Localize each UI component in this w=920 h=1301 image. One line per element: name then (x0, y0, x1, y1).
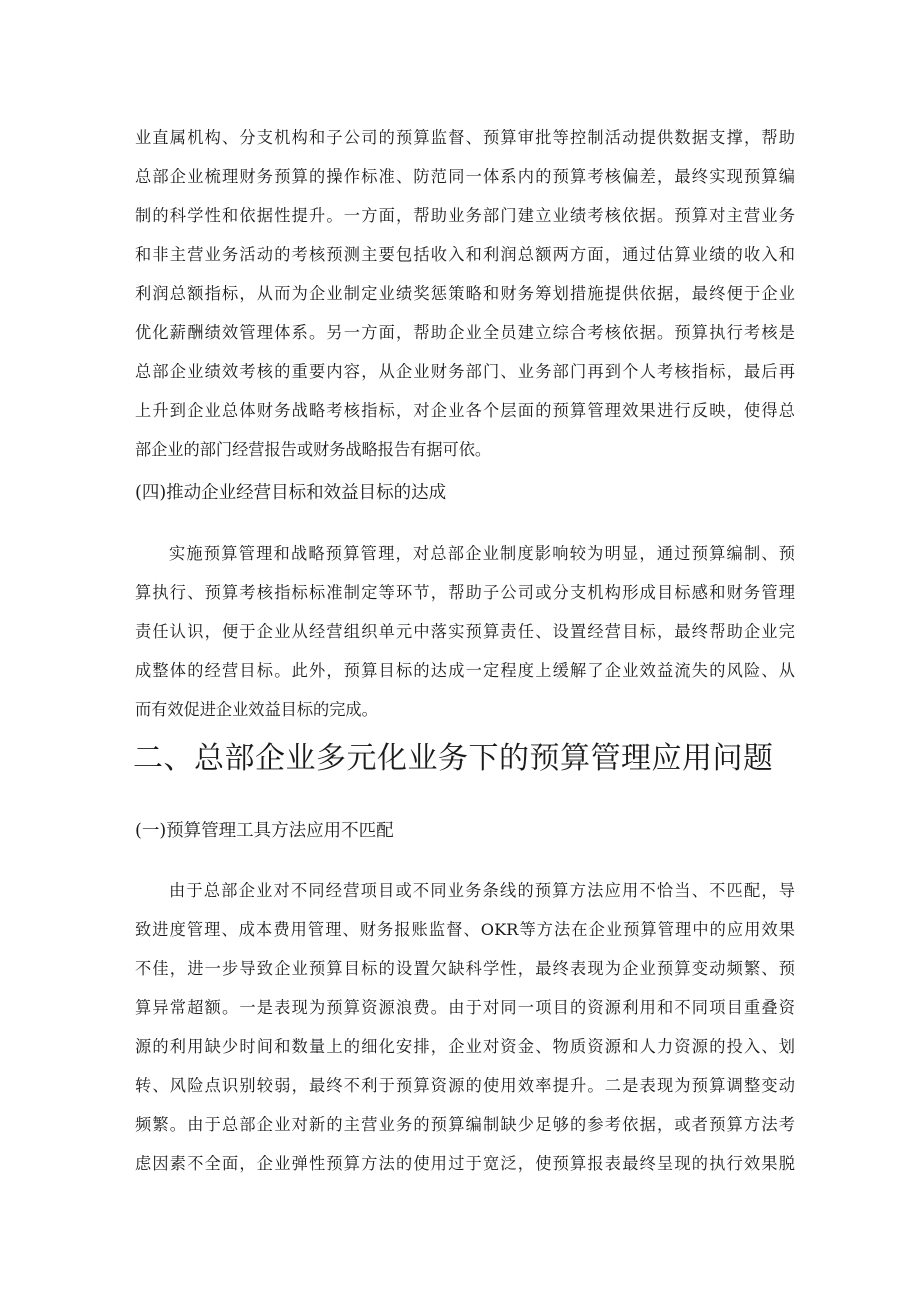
text-line: 部企业的部门经营报告或财务战略报告有据可依。 (135, 440, 492, 459)
text-line: 总部企业绩效考核的重要内容，从企业财务部门、业务部门再到个人考核指标，最后再 (135, 362, 795, 381)
body-paragraph-3 (135, 871, 795, 1183)
text-line: 算异常超额。一是表现为预算资源浪费。由于对同一项目的资源利用和不同项目重叠资 (135, 998, 795, 1017)
text-line: 算执行、预算考核指标标准制定等环节，帮助子公司或分支机构形成目标感和财务管理 (135, 583, 795, 602)
section-title: 二、总部企业多元化业务下的预算管理应用问题 (133, 741, 774, 776)
subsection-heading-1: (一)预算管理工具方法应用不匹配 (135, 821, 394, 841)
text-line: 责任认识，便于企业从经营组织单元中落实预算责任、设置经营目标，最终帮助企业完 (135, 622, 795, 641)
text-line: 实施预算管理和战略预算管理，对总部企业制度影响较为明显，通过预算编制、预 (169, 544, 795, 563)
text-line: 制的科学性和依据性提升。一方面，帮助业务部门建立业绩考核依据。预算对主营业务 (135, 206, 795, 225)
text-line: 虑因素不全面，企业弹性预算方法的使用过于宽泛，使预算报表最终呈现的执行效果脱 (135, 1154, 795, 1173)
text-line: 转、风险点识别较弱，最终不利于预算资源的使用效率提升。二是表现为预算调整变动 (135, 1076, 795, 1095)
text-line: 不佳，进一步导致企业预算目标的设置欠缺科学性，最终表现为企业预算变动频繁、预 (135, 959, 795, 978)
body-paragraph-1 (135, 118, 795, 469)
text-line: 总部企业梳理财务预算的操作标准、防范同一体系内的预算考核偏差，最终实现预算编 (135, 167, 795, 186)
subsection-heading-4: (四)推动企业经营目标和效益目标的达成 (135, 483, 447, 503)
text-line: 利润总额指标，从而为企业制定业绩奖惩策略和财务筹划措施提供依据，最终便于企业 (135, 284, 795, 303)
text-line: 业直属机构、分支机构和子公司的预算监督、预算审批等控制活动提供数据支撑，帮助 (135, 128, 795, 147)
text-line: 优化薪酬绩效管理体系。另一方面，帮助企业全员建立综合考核依据。预算执行考核是 (135, 323, 795, 342)
body-paragraph-2 (135, 534, 795, 729)
text-line: 成整体的经营目标。此外，预算目标的达成一定程度上缓解了企业效益流失的风险、从 (135, 661, 795, 680)
text-line: 上升到企业总体财务战略考核指标，对企业各个层面的预算管理效果进行反映，使得总 (135, 401, 795, 420)
text-line: 和非主营业务活动的考核预测主要包括收入和利润总额两方面，通过估算业绩的收入和 (135, 245, 795, 264)
text-line: 频繁。由于总部企业对新的主营业务的预算编制缺少足够的参考依据，或者预算方法考 (135, 1115, 795, 1134)
text-line: 源的利用缺少时间和数量上的细化安排，企业对资金、物质资源和人力资源的投入、划 (135, 1037, 795, 1056)
text-line: 而有效促进企业效益目标的完成。 (135, 700, 378, 719)
text-line: 致进度管理、成本费用管理、财务报账监督、OKR等方法在企业预算管理中的应用效果 (135, 920, 795, 939)
text-line: 由于总部企业对不同经营项目或不同业务条线的预算方法应用不恰当、不匹配，导 (169, 881, 795, 900)
